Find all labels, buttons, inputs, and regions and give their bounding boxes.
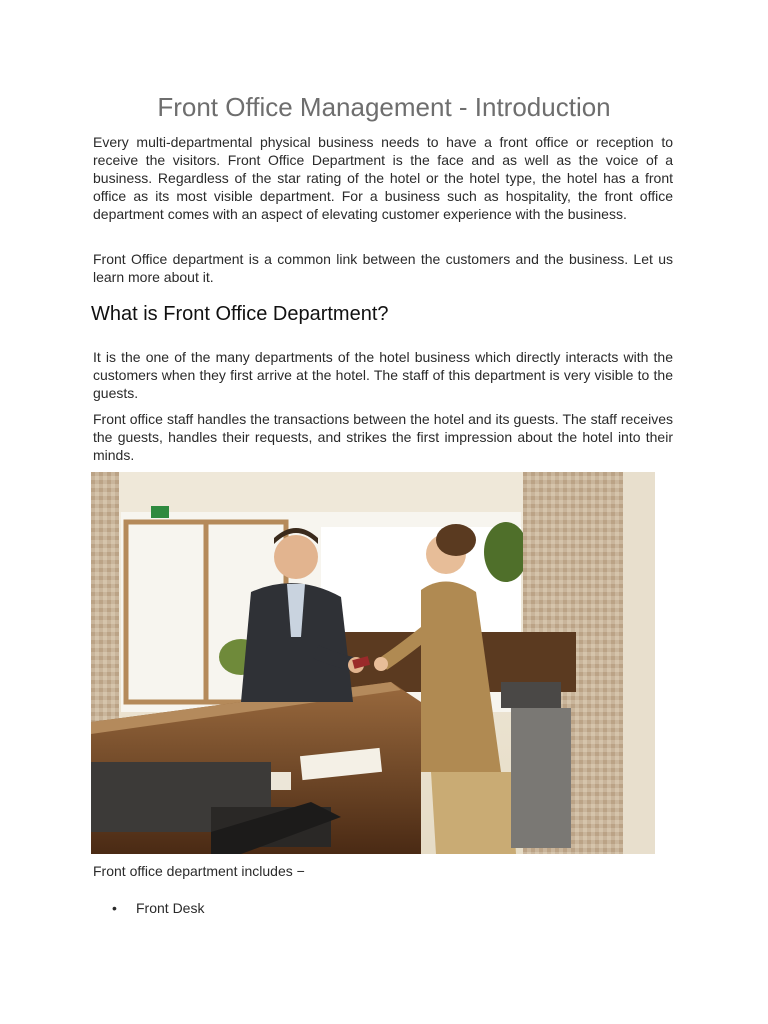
intro-paragraph-2: Front Office department is a common link between the customers and the business. Let us learn more about it. xyxy=(93,251,673,285)
page-title: Front Office Management - Introduction xyxy=(157,92,611,122)
list-item xyxy=(112,900,204,916)
section-paragraph-1: It is the one of the many departments of the hotel business which directly interacts with the customers when they first arrive at the hotel. The staff of this department is very visible to the guests. xyxy=(93,349,673,401)
department-list xyxy=(112,900,204,916)
image-caption: Front office department includes − xyxy=(93,863,305,879)
reception-photo xyxy=(91,472,655,854)
bullet-glyph: • xyxy=(112,900,117,916)
section-paragraph-2: Front office staff handles the transactions between the hotel and its guests. The staff receives the guests, handles their requests, and strikes the first impression about the hotel into their minds. xyxy=(93,411,673,463)
reception-photo-illustration xyxy=(91,472,655,854)
section-heading: What is Front Office Department? xyxy=(91,303,389,325)
intro-paragraph-1: Every multi-departmental physical business needs to have a front office or reception to receive the visitors. Front Office Department is the face and as well as the voice of a business. Regardless of the star rating of the hotel or the hotel type, the hotel has a front office as its most visible department. For a business such as hospitality, the front office department comes with an aspect of elevating customer experience with the business. xyxy=(93,134,673,222)
list-item-label: Front Desk xyxy=(136,900,205,916)
